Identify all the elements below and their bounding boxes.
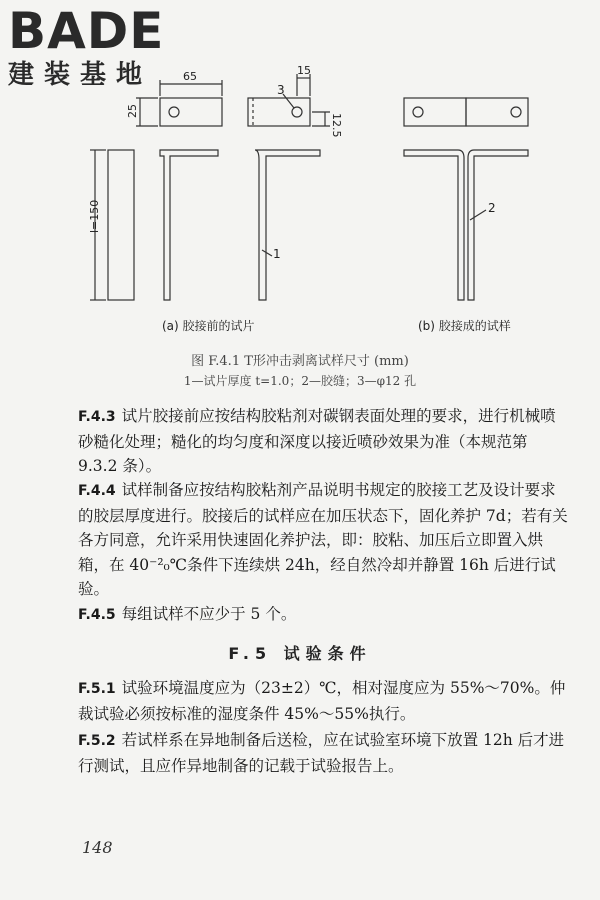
t-joint-right (468, 150, 528, 300)
section-title-f5: F.5 试验条件 (228, 644, 372, 663)
clause-text: 试样制备应按结构胶粘剂产品说明书规定的胶接工艺及设计要求的胶层厚度进行。胶接后的试样应在加压状态下，固化养护 7d；若有关各方同意，允许采用快速固化养护法，即：胶粘、加压后立即置入烘箱，在 40⁻²₀℃条件下连续烘 24h，经自然冷却并静置 16h 后进行试验。 (78, 481, 568, 598)
clause-f52 (78, 728, 568, 778)
l-piece-a2 (255, 150, 320, 300)
clause-number: F.4.5 (78, 607, 116, 623)
dim-length: l=150 (88, 199, 101, 233)
clause-text: 试片胶接前应按结构胶粘剂对碳钢表面处理的要求，进行机械喷砂糙化处理；糙化的均匀度和深度以接近喷砂效果为准（本规范第 9.3.2 条）。 (78, 407, 556, 475)
clause-f51 (78, 676, 568, 726)
figure-f41 (0, 0, 600, 400)
dim-25: 25 (126, 104, 139, 118)
hole-a1 (169, 107, 179, 117)
clause-text: 若试样系在异地制备后送检，应在试验室环境下放置 12h 后才进行测试，且应作异地制备的记载于试验报告上。 (78, 731, 565, 775)
page-number: 148 (82, 838, 113, 857)
plate-a2-plan (248, 98, 310, 126)
dim-15: 15 (297, 64, 311, 77)
clause-number: F.4.4 (78, 483, 116, 499)
clause-number: F.4.3 (78, 409, 116, 425)
logo-subtitle: 建装基地 (8, 60, 153, 90)
callout-3: 3 (277, 83, 285, 97)
figure-legend: 1—试片厚度 t=1.0；2—胶缝；3—φ12 孔 (183, 374, 417, 388)
strip-side-view (108, 150, 134, 300)
dim-12-5: 12.5 (330, 113, 343, 138)
hole-b1 (413, 107, 423, 117)
t-joint-left (404, 150, 464, 300)
clause-number: F.5.1 (78, 681, 116, 697)
logo-wordmark: BADE (8, 2, 165, 60)
l-piece-a1 (160, 150, 218, 300)
figure-caption: 图 F.4.1 T形冲击剥离试样尺寸 (mm) (191, 354, 409, 369)
clause-f45 (78, 602, 568, 628)
label-a: (a) 胶接前的试片 (162, 319, 255, 333)
callout-2: 2 (488, 201, 496, 215)
plate-b2-plan (466, 98, 528, 126)
label-b: (b) 胶接成的试样 (418, 319, 511, 333)
clause-number: F.5.2 (78, 733, 116, 749)
clause-text: 试验环境温度应为（23±2）℃，相对湿度应为 55%～70%。仲裁试验必须按标准的湿度条件 45%～55%执行。 (78, 679, 566, 723)
dim-65: 65 (183, 70, 197, 83)
callout-1: 1 (273, 247, 281, 261)
clause-text: 每组试样不应少于 5 个。 (121, 605, 297, 623)
hole-b2 (511, 107, 521, 117)
t-peel-specimen-drawing (0, 0, 600, 400)
clause-f44 (78, 478, 568, 602)
hole-a2 (292, 107, 302, 117)
clause-f43 (78, 404, 568, 479)
